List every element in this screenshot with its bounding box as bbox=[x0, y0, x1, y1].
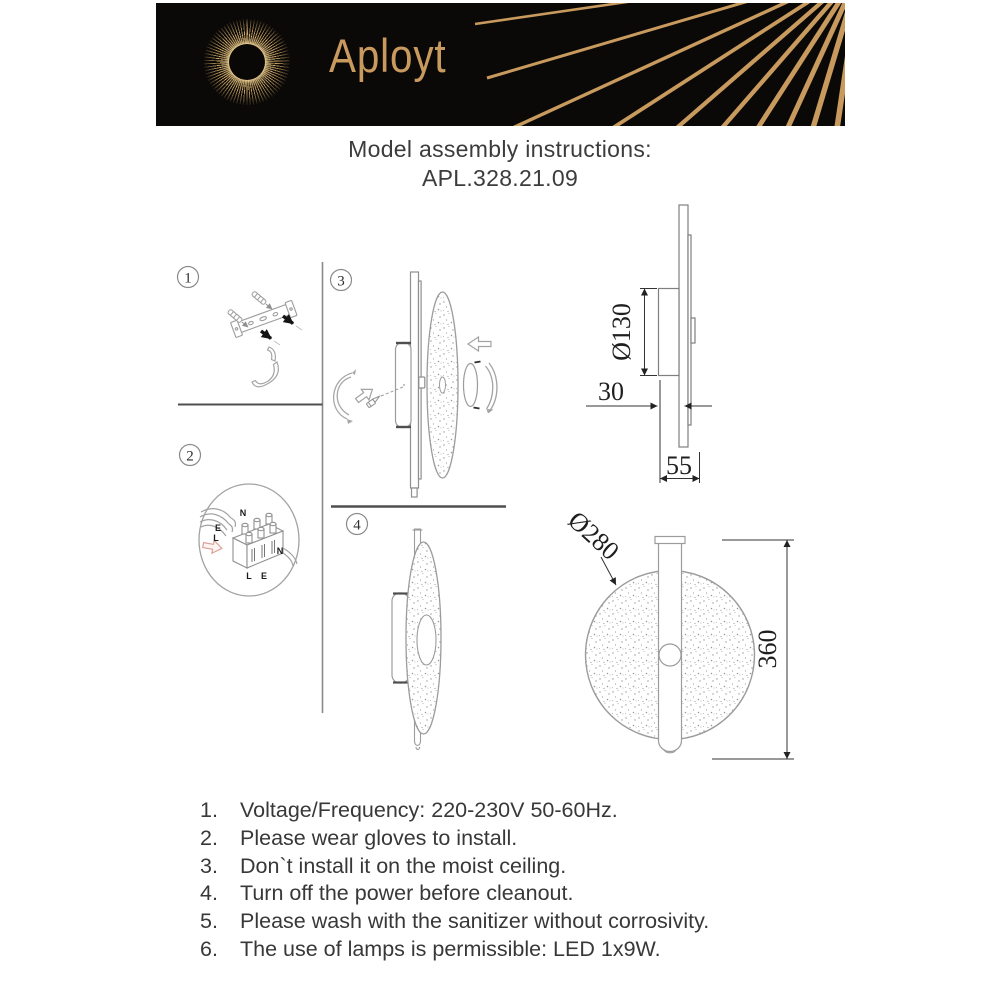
item-number: 4. bbox=[200, 881, 218, 906]
page-title: Model assembly instructions: bbox=[348, 136, 652, 162]
label-n-top: N bbox=[239, 508, 247, 518]
item-text: Please wear gloves to install. bbox=[240, 825, 518, 850]
brand-name: Aployt bbox=[329, 29, 447, 82]
step1-drawing bbox=[227, 291, 302, 387]
label-l-bottom: L bbox=[246, 571, 252, 581]
step2-drawing bbox=[199, 484, 299, 596]
assembly-drawings bbox=[150, 200, 850, 800]
item-text: Don`t install it on the moist ceiling. bbox=[240, 853, 567, 878]
rotate-clip-icon bbox=[334, 369, 356, 424]
label-e-left: E bbox=[214, 523, 222, 533]
item-number: 2. bbox=[200, 825, 218, 850]
instruction-list bbox=[200, 797, 860, 964]
sunburst-logo-icon bbox=[204, 19, 290, 105]
item-text: Turn off the power before cleanout. bbox=[240, 881, 574, 906]
panel-dividers bbox=[178, 262, 506, 713]
step1-number: 1 bbox=[184, 270, 192, 287]
item-number: 6. bbox=[200, 936, 218, 961]
side-view-drawing bbox=[586, 205, 712, 483]
item-text: Please wash with the sanitizer without corrosivity. bbox=[240, 909, 710, 934]
clip-parts-icon bbox=[252, 347, 278, 387]
step4-number: 4 bbox=[353, 517, 361, 534]
dimension-total-height: 360 bbox=[753, 629, 782, 669]
dimension-shade-diameter: Ø280 bbox=[562, 505, 625, 566]
model-number: APL.328.21.09 bbox=[421, 165, 579, 191]
brand-banner bbox=[156, 3, 845, 126]
list-item bbox=[200, 880, 860, 908]
push-arrow-icon bbox=[468, 337, 491, 351]
dimension-mount-diameter: Ø130 bbox=[607, 303, 636, 361]
list-item bbox=[200, 936, 860, 964]
list-item bbox=[200, 853, 860, 881]
item-text: Voltage/Frequency: 220-230V 50-60Hz. bbox=[240, 798, 618, 822]
list-item bbox=[200, 825, 860, 853]
step4-drawing bbox=[392, 529, 441, 750]
item-number: 1. bbox=[200, 798, 218, 822]
step2-number: 2 bbox=[186, 448, 194, 465]
wall-plate bbox=[411, 272, 425, 497]
item-text: The use of lamps is permissible: LED 1x9W. bbox=[240, 936, 661, 961]
step3-number: 3 bbox=[337, 273, 345, 290]
label-n-right: N bbox=[276, 546, 284, 556]
dimension-total-depth: 55 bbox=[666, 451, 692, 480]
item-number: 5. bbox=[200, 909, 218, 934]
front-view-drawing bbox=[563, 506, 794, 759]
mount-cup bbox=[396, 343, 412, 428]
list-item bbox=[200, 797, 860, 825]
step3-drawing bbox=[334, 272, 497, 497]
list-item bbox=[200, 908, 860, 936]
item-number: 3. bbox=[200, 853, 218, 878]
ring-rotation-icon bbox=[464, 362, 497, 414]
label-l-left: L bbox=[213, 533, 219, 543]
dimension-mount-depth: 30 bbox=[598, 377, 624, 406]
label-e-bottom: E bbox=[260, 571, 268, 581]
heading-block bbox=[0, 134, 1000, 192]
